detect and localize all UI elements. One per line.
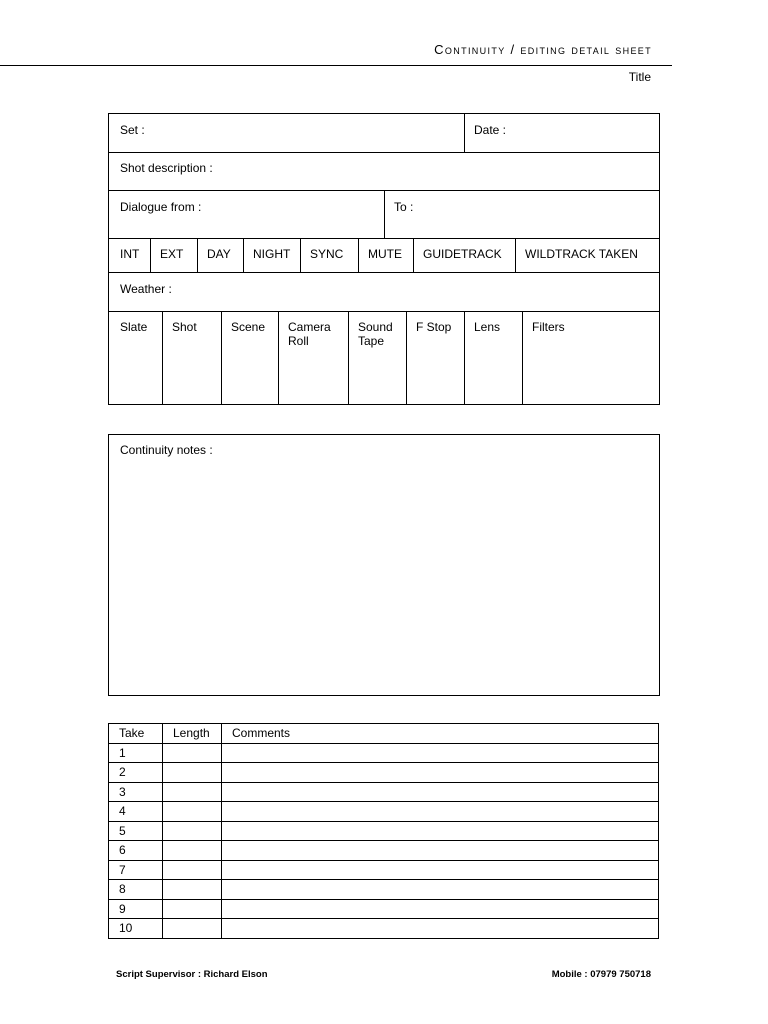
take-length-cell (163, 841, 222, 861)
option-label: SYNC (310, 247, 344, 261)
table-row (109, 743, 659, 763)
take-length-cell (163, 821, 222, 841)
continuity-notes-label: Continuity notes : (120, 443, 213, 457)
take-comments-cell (222, 880, 659, 900)
column-label: Slate (120, 320, 148, 334)
set-field (109, 114, 464, 152)
option-label: MUTE (368, 247, 402, 261)
date-field (464, 114, 659, 152)
take-length-cell (163, 763, 222, 783)
shot-description-field (109, 153, 659, 190)
lens-column (464, 312, 522, 404)
header-rule (0, 65, 672, 66)
take-number: 7 (109, 860, 163, 880)
option-label: DAY (207, 247, 231, 261)
take-length-cell (163, 919, 222, 939)
form-row-technical-columns (109, 312, 659, 404)
take-comments-cell (222, 821, 659, 841)
take-length-cell (163, 802, 222, 822)
take-length-cell (163, 880, 222, 900)
option-mute (358, 239, 413, 272)
form-row-set-date (109, 114, 659, 153)
slate-column (109, 312, 162, 404)
take-number: 4 (109, 802, 163, 822)
take-length-cell (163, 782, 222, 802)
take-length-cell (163, 860, 222, 880)
take-number: 1 (109, 743, 163, 763)
column-label: Shot (172, 320, 197, 334)
mobile-number: Mobile : 07979 750718 (551, 969, 651, 980)
script-supervisor-credit: Script Supervisor : Richard Elson (116, 969, 268, 980)
take-comments-cell (222, 763, 659, 783)
option-label: GUIDETRACK (423, 247, 502, 261)
column-label: Scene (231, 320, 266, 334)
title-label: Title (628, 70, 651, 84)
column-label: Lens (474, 320, 501, 334)
option-sync (300, 239, 358, 272)
sound-tape-column (348, 312, 406, 404)
column-label: Camera Roll (288, 320, 331, 348)
table-row (109, 880, 659, 900)
take-comments-cell (222, 782, 659, 802)
column-label: Sound Tape (358, 320, 393, 348)
dialogue-to-label: To : (394, 200, 414, 214)
camera-roll-column (278, 312, 348, 404)
shot-description-label: Shot description : (120, 161, 213, 175)
date-label: Date : (474, 123, 507, 137)
comments-header: Comments (222, 724, 659, 744)
column-label: Filters (532, 320, 565, 334)
dialogue-from-field (109, 191, 384, 238)
takes-header-row (109, 724, 659, 744)
option-label: INT (120, 247, 140, 261)
shot-detail-form (108, 113, 660, 405)
take-number: 2 (109, 763, 163, 783)
filters-column (522, 312, 659, 404)
take-number: 5 (109, 821, 163, 841)
sheet-title: Continuity / editing detail sheet (434, 42, 652, 57)
option-label: NIGHT (253, 247, 291, 261)
take-comments-cell (222, 860, 659, 880)
take-header: Take (109, 724, 163, 744)
take-comments-cell (222, 899, 659, 919)
take-comments-cell (222, 743, 659, 763)
take-length-cell (163, 899, 222, 919)
option-wildtrack-taken (515, 239, 659, 272)
take-number: 9 (109, 899, 163, 919)
form-row-shot-options (109, 239, 659, 273)
table-row (109, 802, 659, 822)
option-label: EXT (160, 247, 184, 261)
weather-label: Weather : (120, 282, 172, 296)
option-night (243, 239, 300, 272)
take-number: 10 (109, 919, 163, 939)
option-guidetrack (413, 239, 515, 272)
table-row (109, 763, 659, 783)
set-label: Set : (120, 123, 145, 137)
column-label: F Stop (416, 320, 452, 334)
option-int (109, 239, 150, 272)
form-row-dialogue (109, 191, 659, 239)
option-label: WILDTRACK TAKEN (525, 247, 638, 261)
takes-table (108, 723, 659, 939)
table-row (109, 782, 659, 802)
length-header: Length (163, 724, 222, 744)
f-stop-column (406, 312, 464, 404)
take-comments-cell (222, 841, 659, 861)
take-comments-cell (222, 919, 659, 939)
shot-column (162, 312, 221, 404)
table-row (109, 841, 659, 861)
table-row (109, 860, 659, 880)
take-number: 3 (109, 782, 163, 802)
weather-field (109, 273, 659, 311)
take-number: 8 (109, 880, 163, 900)
table-row (109, 919, 659, 939)
continuity-notes-box (108, 434, 660, 696)
take-number: 6 (109, 841, 163, 861)
form-row-shot-description (109, 153, 659, 191)
option-ext (150, 239, 197, 272)
scene-column (221, 312, 278, 404)
table-row (109, 821, 659, 841)
take-comments-cell (222, 802, 659, 822)
dialogue-to-field (384, 191, 659, 238)
table-row (109, 899, 659, 919)
form-row-weather (109, 273, 659, 312)
dialogue-from-label: Dialogue from : (120, 200, 202, 214)
option-day (197, 239, 243, 272)
take-length-cell (163, 743, 222, 763)
